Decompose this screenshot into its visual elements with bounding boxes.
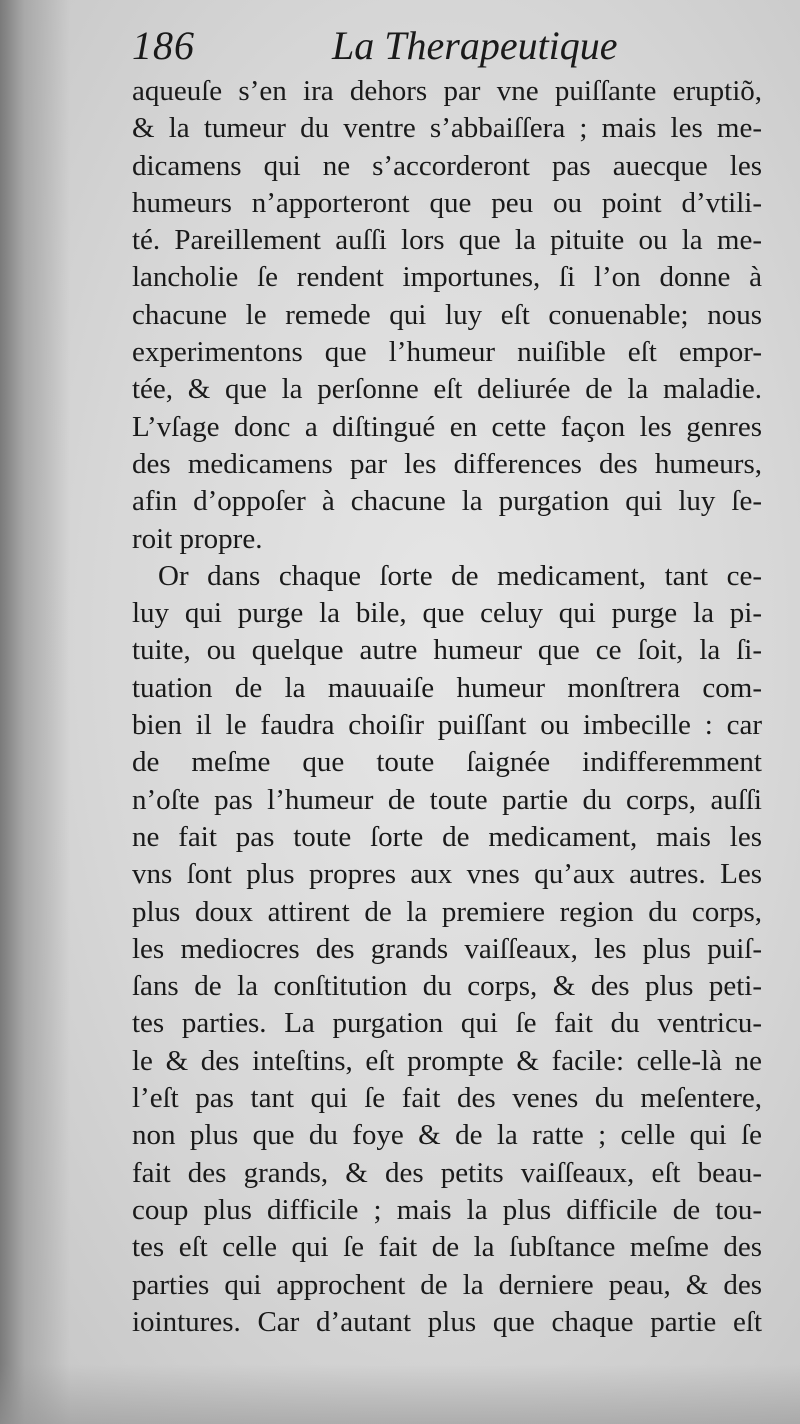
text-line: tuite, ou quelque autre humeur que ce ſoit, la ſi-: [132, 634, 762, 667]
text-line: n’oſte pas l’humeur de toute partie du corps, auſſi: [132, 783, 762, 816]
text-line: lancholie ſe rendent importunes, ſi l’on donne à: [132, 261, 762, 294]
text-line: iointures. Car d’autant plus que chaque partie eſt: [132, 1305, 762, 1338]
body-text: [132, 73, 762, 1341]
text-line: chacune le remede qui luy eſt conuenable; nous: [132, 298, 762, 331]
text-line: vns ſont plus propres aux vnes qu’aux autres. Les: [132, 858, 762, 891]
text-line: dicamens qui ne s’accorderont pas auecque les: [132, 149, 762, 182]
text-line: l’eſt pas tant qui ſe fait des venes du meſentere,: [132, 1082, 762, 1115]
text-line: fait des grands, & des petits vaiſſeaux, eſt beau-: [132, 1156, 762, 1189]
text-line: parties qui approchent de la derniere peau, & des: [132, 1268, 762, 1301]
gutter-shadow: [0, 0, 70, 1424]
text-line: aqueuſe s’en ira dehors par vne puiſſante eruptiõ,: [132, 75, 762, 107]
text-line: té. Pareillement auſſi lors que la pituite ou la me-: [132, 224, 762, 257]
text-line: de meſme que toute ſaignée indifferemment: [132, 746, 762, 779]
text-line: luy qui purge la bile, que celuy qui purge la pi-: [132, 597, 762, 630]
text-line: tes parties. La purgation qui ſe fait du ventricu-: [132, 1007, 762, 1040]
text-line: tes eſt celle qui ſe fait de la ſubſtance meſme des: [132, 1231, 762, 1264]
text-line: les mediocres des grands vaiſſeaux, les plus puiſ-: [132, 932, 762, 965]
text-line: afin d’oppoſer à chacune la purgation qui luy ſe-: [132, 485, 762, 518]
text-line: L’vſage donc a diſtingué en cette façon les genres: [132, 410, 762, 443]
text-line: plus doux attirent de la premiere region du corps,: [132, 895, 762, 928]
page-header: [132, 22, 672, 72]
text-line: tuation de la mauuaiſe humeur monſtrera com-: [132, 671, 762, 704]
text-line: coup plus difficile ; mais la plus difficile de tou-: [132, 1193, 762, 1226]
running-title: La Therapeutique: [332, 23, 618, 68]
text-line: humeurs n’apporteront que peu ou point d’vtili-: [132, 186, 762, 219]
text-line: des medicamens par les differences des humeurs,: [132, 447, 762, 480]
page-number: 186: [132, 23, 195, 68]
text-line: ne fait pas toute ſorte de medicament, mais les: [132, 820, 762, 853]
text-line: roit propre.: [132, 522, 263, 555]
bottom-shadow: [0, 1364, 800, 1424]
text-line: ſans de la conſtitution du corps, & des plus peti-: [132, 970, 762, 1003]
text-line: & la tumeur du ventre s’abbaiſſera ; mais les me-: [132, 112, 762, 145]
text-line: le & des inteſtins, eſt prompte & facile: celle-là ne: [132, 1044, 762, 1077]
text-line: experimentons que l’humeur nuiſible eſt empor-: [132, 336, 762, 369]
text-line: Or dans chaque ſorte de medicament, tant ce-: [158, 559, 762, 592]
text-line: tée, & que la perſonne eſt deliurée de la maladie.: [132, 373, 762, 406]
text-line: non plus que du foye & de la ratte ; celle qui ſe: [132, 1119, 762, 1152]
text-line: bien il le faudra choiſir puiſſant ou imbecille : car: [132, 709, 762, 742]
